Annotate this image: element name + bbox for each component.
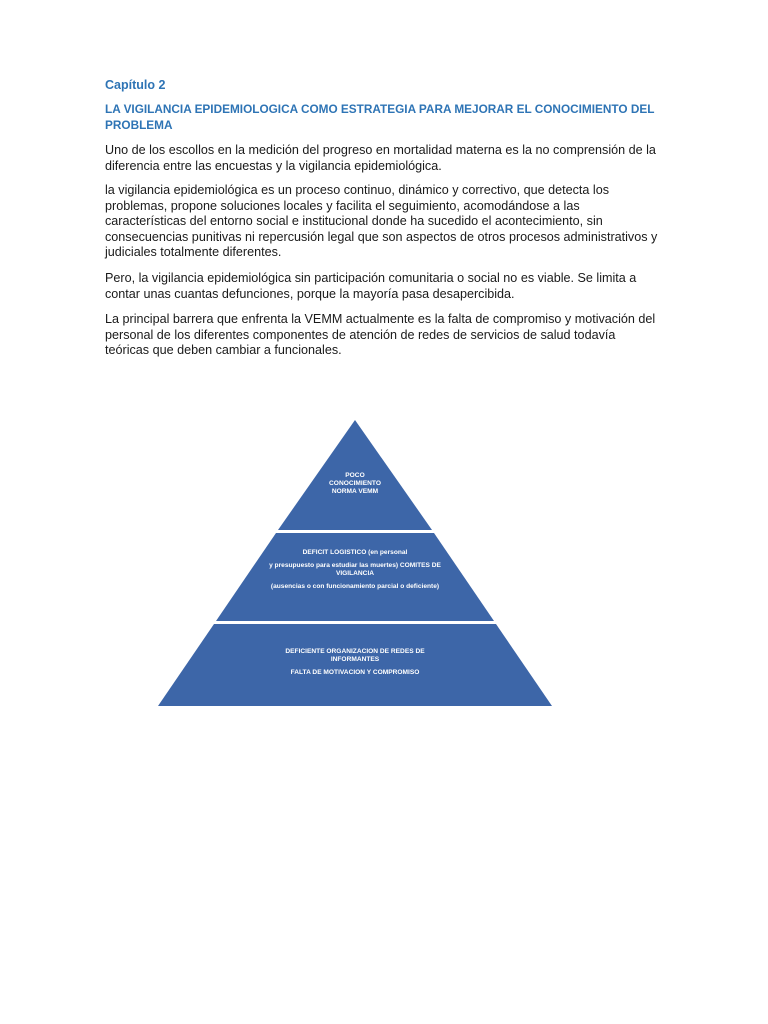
pyramid-middle-line-1: DEFICIT LOGISTICO (en personal	[302, 549, 408, 556]
pyramid-bottom-line-2: INFORMANTES	[330, 656, 380, 663]
pyramid-top-line-3: NORMA VEMM	[331, 488, 379, 495]
pyramid-top-line-2: CONOCIMIENTO	[329, 480, 381, 487]
pyramid-bottom-line-1: DEFICIENTE ORGANIZACION DE REDES DE	[285, 648, 425, 655]
chapter-title: Capítulo 2	[105, 78, 166, 92]
pyramid-diagram	[150, 412, 560, 712]
pyramid-middle-label	[245, 549, 465, 591]
pyramid-top-line-1: POCO	[345, 472, 365, 479]
pyramid-bottom-line-3: FALTA DE MOTIVACION Y COMPROMISO	[290, 669, 420, 676]
paragraph-3: Pero, la vigilancia epidemiológica sin participación comunitaria o social no es viable. Se limita a contar unas cuantas defunciones, porque la mayoría pasa desapercibida.	[105, 271, 637, 301]
paragraph-1: Uno de los escollos en la medición del progreso en mortalidad materna es la no comprensión de la diferencia entre las encuestas y la vigilancia epidemiológica.	[105, 143, 656, 173]
paragraph-4: La principal barrera que enfrenta la VEMM actualmente es la falta de compromiso y motivación del personal de los diferentes componentes de atención de redes de servicios de salud todavía teóricas que deben cambiar a funcionales.	[105, 312, 656, 358]
pyramid-middle-line-2: y presupuesto para estudiar las muertes) COMITES DE	[269, 562, 441, 569]
section-heading: LA VIGILANCIA EPIDEMIOLOGICA COMO ESTRATEGIA PARA MEJORAR EL CONOCIMIENTO DEL PROBLEMA	[105, 102, 655, 132]
pyramid-middle-line-4: (ausencias o con funcionamiento parcial o deficiente)	[270, 583, 440, 590]
pyramid-bottom-label	[250, 648, 460, 677]
pyramid-middle-line-3: VIGILANCIA	[335, 570, 375, 577]
pyramid-top-label	[310, 472, 400, 496]
paragraph-2: la vigilancia epidemiológica es un proceso continuo, dinámico y correctivo, que detecta los problemas, propone soluciones locales y facilita el seguimiento, acomodándose a las características del entorno social e institucional donde ha sucedido el acontecimiento, sin consecuencias punitivas ni repercusión legal que son aspectos de otros procesos administrativos y judiciales totalmente diferentes.	[105, 183, 658, 260]
